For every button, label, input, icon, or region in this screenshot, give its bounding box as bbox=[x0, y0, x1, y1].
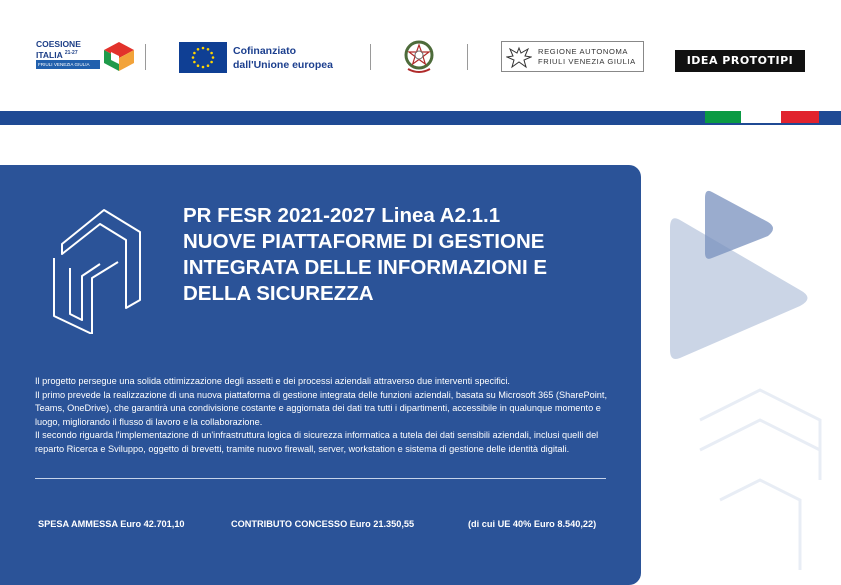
project-title bbox=[183, 203, 613, 307]
logo-separator bbox=[467, 44, 468, 70]
italian-flag-band bbox=[705, 111, 819, 125]
coesione-region-band: FRIULI VENEZIA GIULIA bbox=[36, 60, 100, 69]
title-line: INTEGRATA DELLE INFORMAZIONI E bbox=[183, 256, 548, 279]
title-line: PR FESR 2021-2027 Linea A2.1.1 bbox=[183, 204, 501, 227]
contributo-concesso: CONTRIBUTO CONCESSO Euro 21.350,55 bbox=[231, 519, 415, 529]
logo-header bbox=[0, 0, 841, 110]
coesione-cube-icon bbox=[102, 40, 136, 72]
coesione-years: 21-27 bbox=[64, 50, 78, 56]
logo-separator bbox=[145, 44, 146, 70]
regione-fvg-logo bbox=[501, 41, 644, 72]
decorative-triangle-icon bbox=[650, 180, 830, 370]
title-line: DELLA SICUREZZA bbox=[183, 282, 374, 305]
coesione-line1: COESIONE bbox=[36, 39, 81, 49]
project-description bbox=[35, 375, 610, 456]
decorative-watermark-icon bbox=[680, 380, 840, 580]
logo-separator bbox=[370, 44, 371, 70]
divider bbox=[35, 478, 606, 479]
eu-flag-icon bbox=[179, 42, 227, 73]
italian-republic-emblem-icon bbox=[402, 39, 436, 75]
coesione-line2: ITALIA $^{21-27}$ bbox=[36, 49, 78, 60]
quota-ue: (di cui UE 40% Euro 8.540,22) bbox=[468, 519, 597, 529]
eu-cofinanced-text: Cofinanziato dall'Unione europea bbox=[233, 45, 333, 71]
regione-fvg-text: REGIONE AUTONOMA FRIULI VENEZIA GIULIA bbox=[538, 47, 636, 66]
title-line: NUOVE PIATTAFORME DI GESTIONE bbox=[183, 230, 545, 253]
description-paragraph: Il secondo riguarda l'implementazione di un'infrastruttura logica di sicurezza informatica a tutela dei dati sensibili aziendali, inclusi quelli del reparto Ricerca e Sviluppo, oggetto di brevetti, tramite nuovo firewall, server, workstation e sistema di gestione delle identità digitali. bbox=[35, 430, 599, 454]
description-paragraph: Il primo prevede la realizzazione di una nuova piattaforma di gestione integrata delle funzioni aziendali, basata su Microsoft 365 (SharePoint, Teams, OneDrive), che garantirà una condivisione costante e aggiornata dei dati tra tutti i dipartimenti, accessibile in qualunque momento e luogo, migliorando il flusso di lavoro e la collaborazione. bbox=[35, 389, 608, 427]
idea-prototipi-logo: IDEA PROTOTIPI bbox=[675, 50, 805, 72]
description-paragraph: Il progetto persegue una solida ottimizzazione degli assetti e dei processi aziendali attraverso due interventi specifici. bbox=[35, 376, 510, 386]
eagle-icon bbox=[506, 45, 532, 69]
eu-cofinanced-logo bbox=[179, 42, 339, 74]
coesione-italia-logo bbox=[36, 40, 136, 72]
spesa-ammessa: SPESA AMMESSA Euro 42.701,10 bbox=[38, 519, 185, 529]
project-mark-icon bbox=[38, 196, 156, 334]
